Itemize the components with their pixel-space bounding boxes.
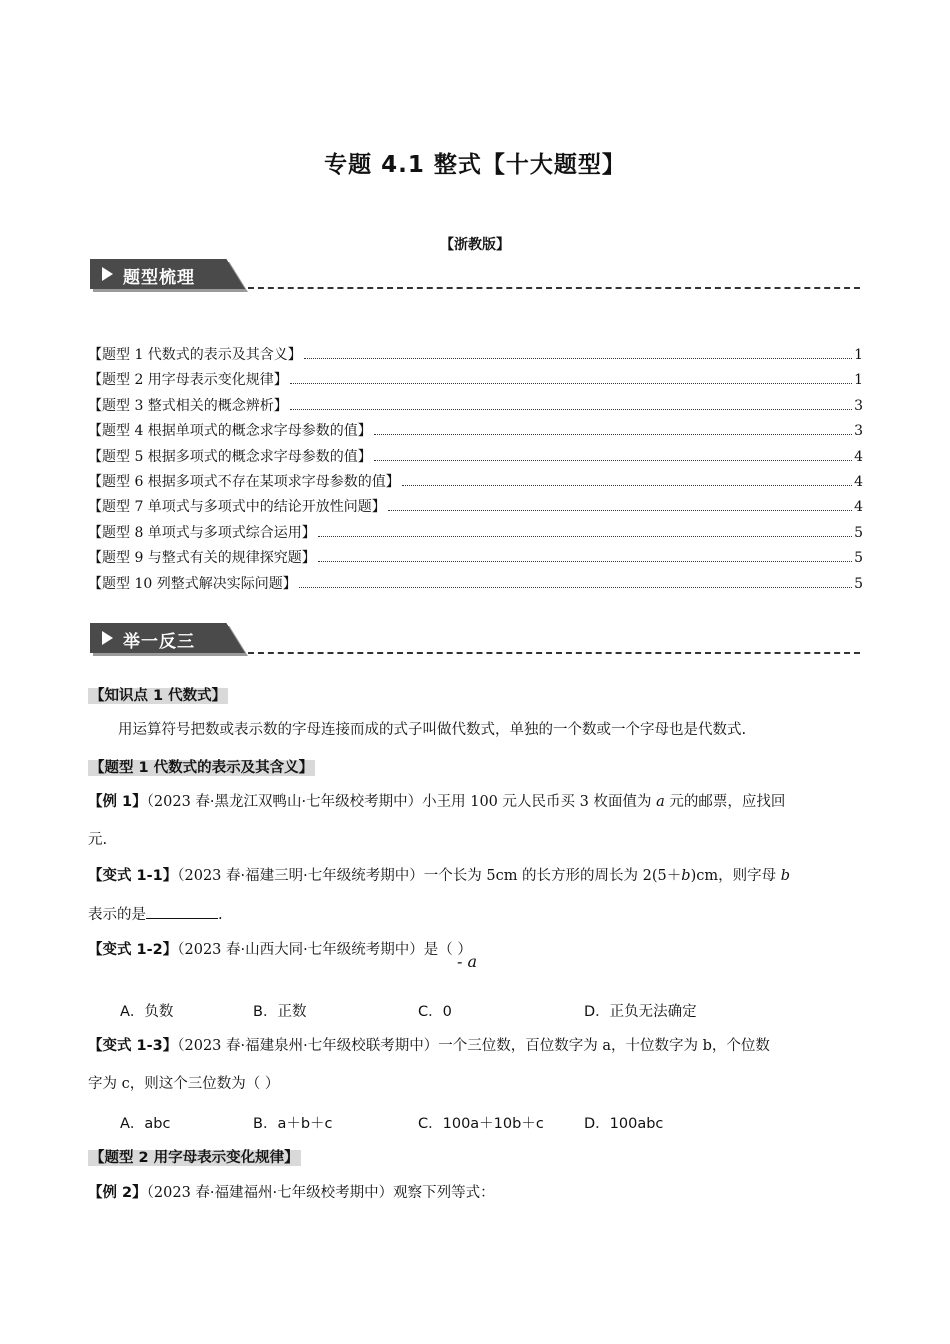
knowledge-heading: 【知识点 1 代数式】 <box>90 688 227 704</box>
toc-item[interactable]: 【题型 2 用字母表示变化规律】 1 <box>88 372 863 389</box>
option-d[interactable]: D．正负无法确定 <box>584 1004 697 1020</box>
edition-label: 【浙教版】 <box>440 237 510 253</box>
toc-item[interactable]: 【题型 9 与整式有关的规律探究题】 5 <box>88 550 863 567</box>
toc-item[interactable]: 【题型 5 根据多项式的概念求字母参数的值】 4 <box>88 448 863 465</box>
option-c[interactable]: C．100a＋10b＋c <box>418 1116 544 1132</box>
toc-item[interactable]: 【题型 10 列整式解决实际问题】 5 <box>88 575 863 592</box>
toc-item[interactable]: 【题型 8 单项式与多项式综合运用】 5 <box>88 524 863 541</box>
example-2: 【例 2】（2023 春·福建福州·七年级校考期中）观察下列等式： <box>88 1185 495 1201</box>
variant-1-1: 【变式 1-1】（2023 春·福建三明·七年级统考期中）一个长为 5cm 的长方形的周长为 2(5＋b)cm，则字母 b <box>88 868 790 884</box>
type1-heading: 【题型 1 代数式的表示及其含义】 <box>90 760 314 776</box>
example-1-cont: 元. <box>88 832 108 848</box>
option-b[interactable]: B．正数 <box>253 1004 307 1020</box>
answer-blank[interactable] <box>146 904 218 919</box>
toc-item[interactable]: 【题型 7 单项式与多项式中的结论开放性问题】 4 <box>88 499 863 516</box>
example-1: 【例 1】（2023 春·黑龙江双鸭山·七年级校考期中）小王用 100 元人民币买 3 枚面值为 a 元的邮票，应找回 <box>88 794 786 810</box>
variant-1-2: 【变式 1-2】（2023 春·山西大同·七年级统考期中）是（ ） <box>88 942 472 958</box>
variant-1-1-cont: 表示的是 . <box>88 904 223 925</box>
toc-item[interactable]: 【题型 1 代数式的表示及其含义】 1 <box>88 347 863 363</box>
expr-neg-a: - a <box>457 952 478 971</box>
option-b[interactable]: B．a＋b＋c <box>253 1116 333 1132</box>
play-triangle-icon <box>102 267 113 281</box>
section-banner-examples <box>90 623 248 655</box>
section-banner-question-types <box>90 259 248 291</box>
type2-heading: 【题型 2 用字母表示变化规律】 <box>90 1150 299 1166</box>
page-title: 专题 4.1 整式【十大题型】 <box>324 152 626 178</box>
option-a[interactable]: A．abc <box>120 1116 171 1132</box>
banner-label: 题型梳理 <box>123 268 195 288</box>
play-triangle-icon <box>102 631 113 645</box>
option-d[interactable]: D．100abc <box>584 1116 664 1132</box>
variant-1-3: 【变式 1-3】（2023 春·福建泉州·七年级校联考期中）一个三位数，百位数字为 a，十位数字为 b，个位数 <box>88 1038 770 1054</box>
option-a[interactable]: A．负数 <box>120 1004 174 1020</box>
table-of-contents <box>88 344 863 598</box>
banner-label: 举一反三 <box>123 632 195 652</box>
toc-item[interactable]: 【题型 3 整式相关的概念辨析】 3 <box>88 397 863 414</box>
variant-1-3-cont: 字为 c，则这个三位数为（ ） <box>88 1076 280 1092</box>
dash-divider <box>248 652 860 654</box>
dash-divider <box>248 287 860 289</box>
knowledge-text: 用运算符号把数或表示数的字母连接而成的式子叫做代数式，单独的一个数或一个字母也是代数式. <box>118 722 747 738</box>
toc-item[interactable]: 【题型 4 根据单项式的概念求字母参数的值】 3 <box>88 423 863 440</box>
toc-item[interactable]: 【题型 6 根据多项式不存在某项求字母参数的值】 4 <box>88 473 863 490</box>
option-c[interactable]: C．0 <box>418 1004 452 1020</box>
